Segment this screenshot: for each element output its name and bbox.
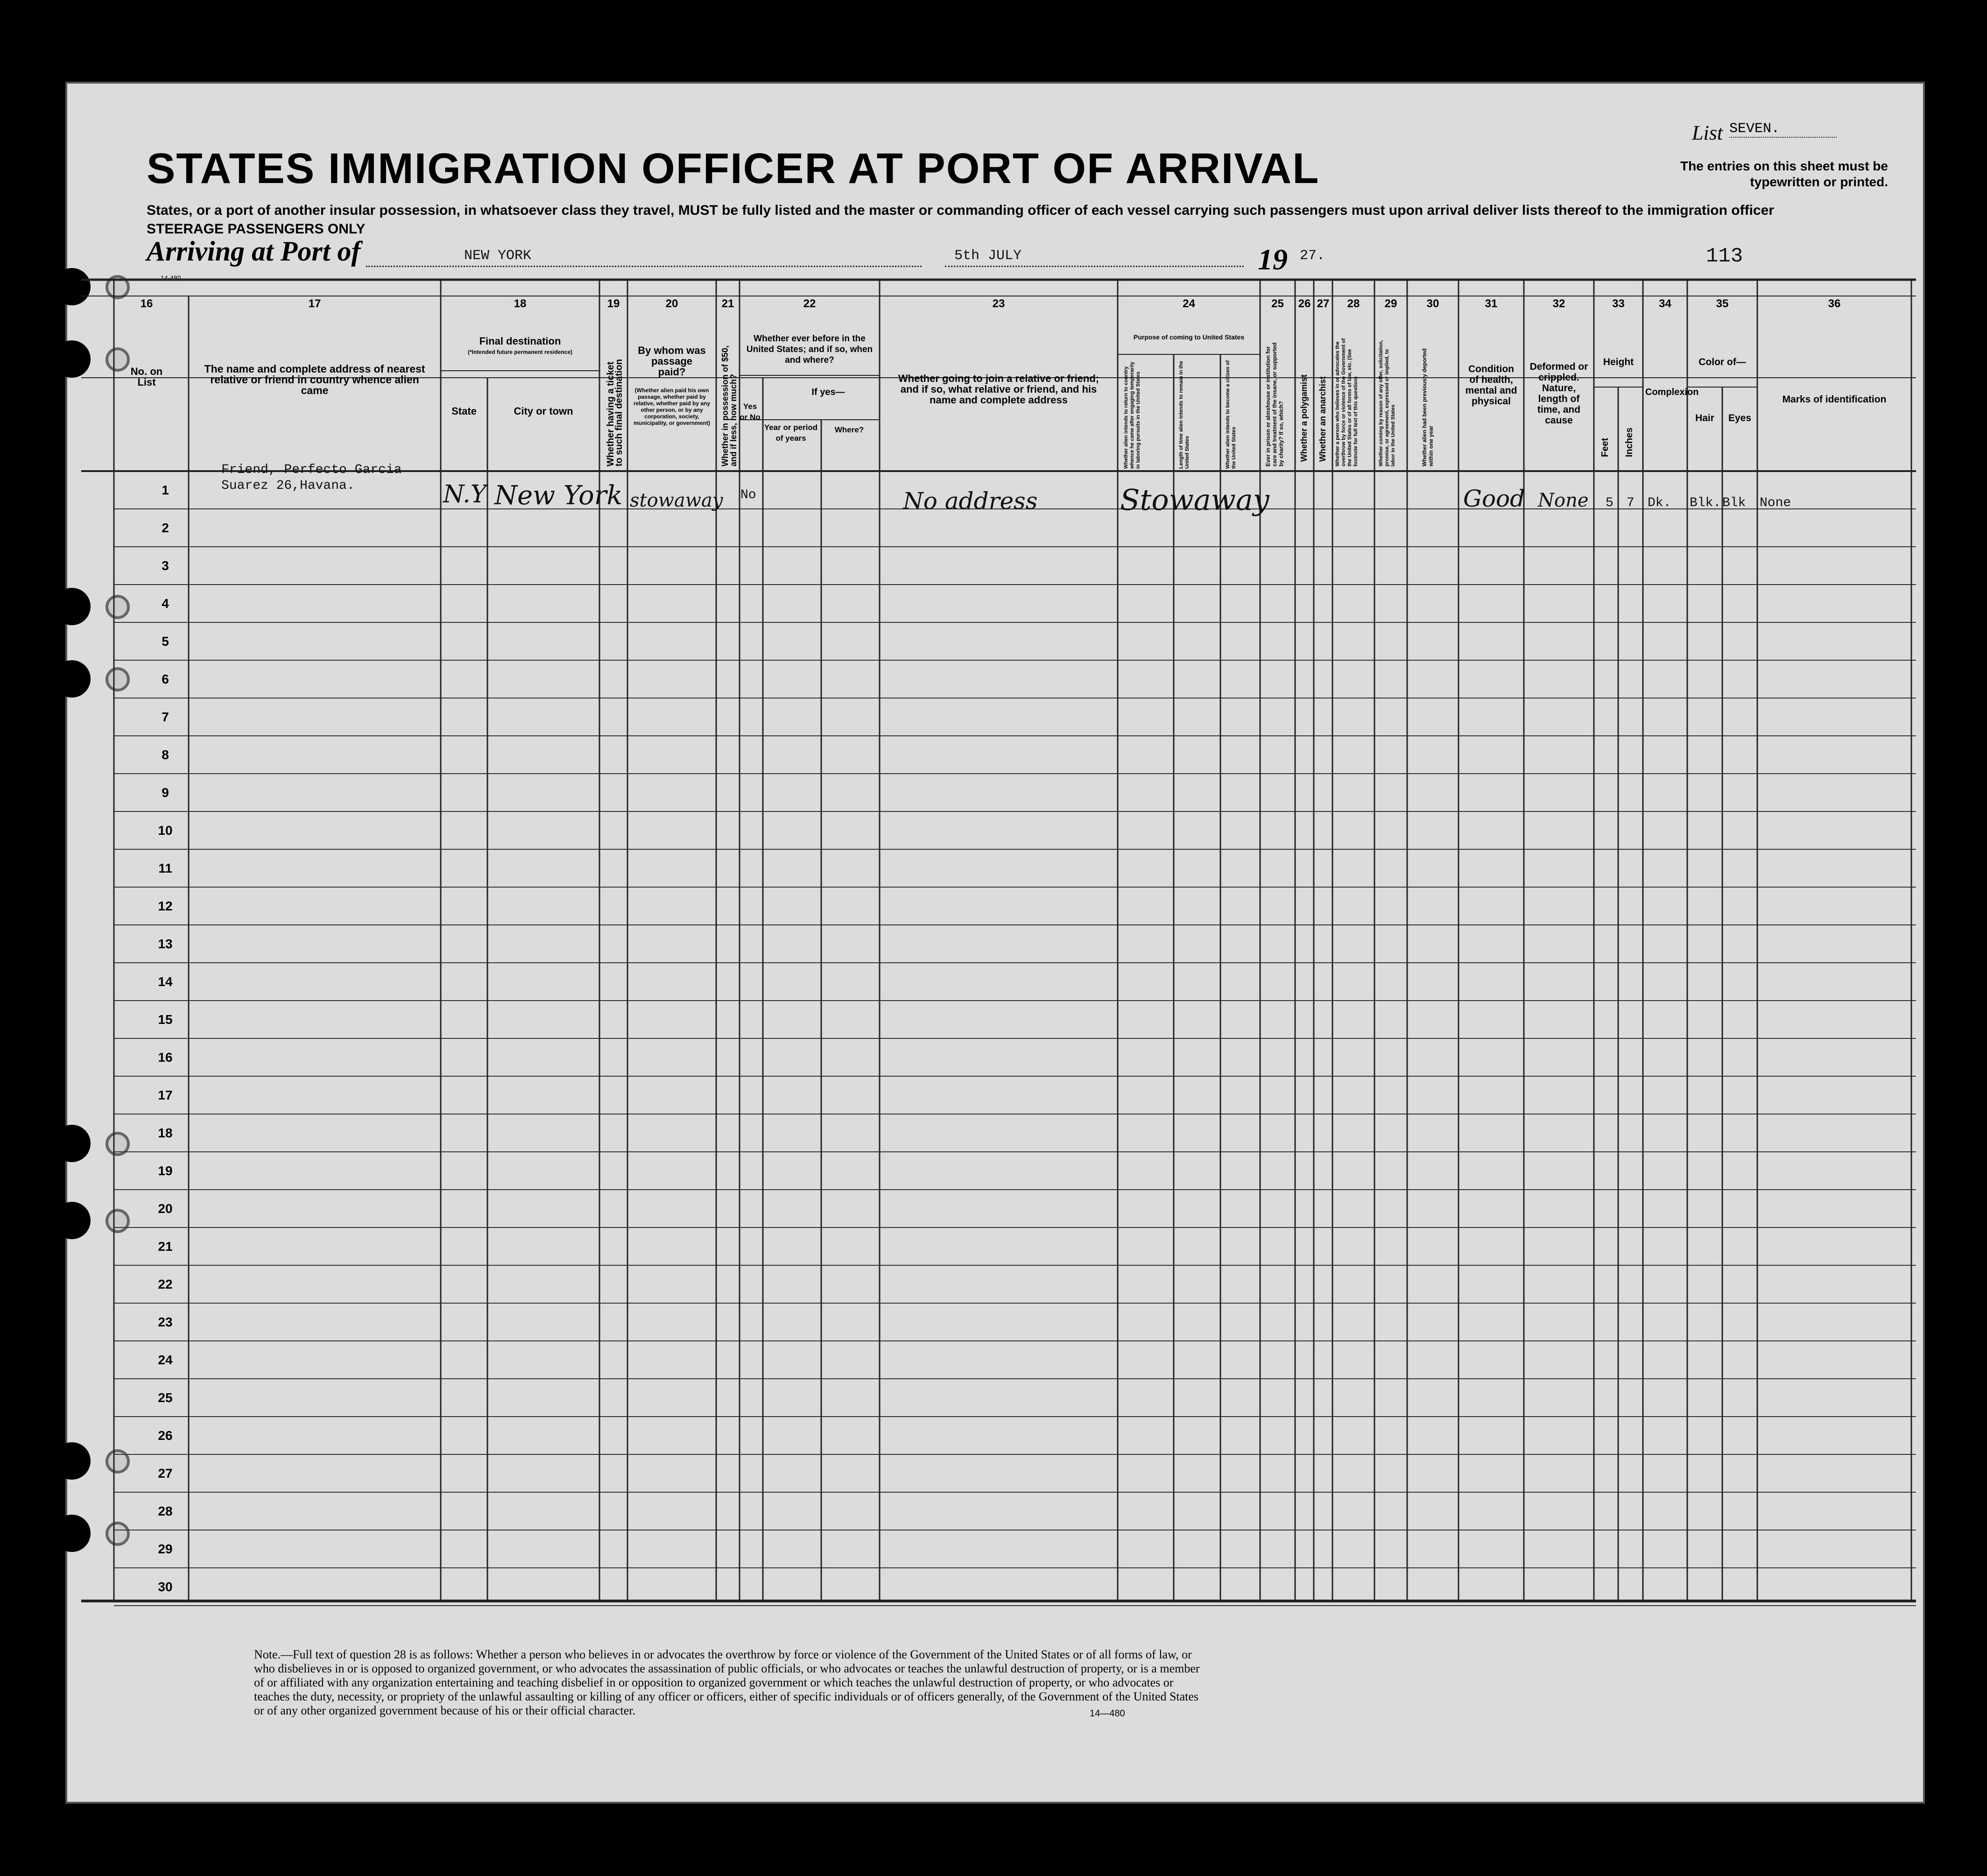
destination-state: N.Y [443,480,487,508]
complexion: Dk. [1648,496,1671,510]
row-number: 27 [158,1466,173,1481]
passage-paid-by: stowaway [630,490,723,511]
col18-city: City or town [514,405,573,417]
col33-inches: Inches [1624,427,1635,457]
row-number: 23 [158,1315,173,1329]
col-num-17: 17 [308,297,321,310]
col28-header: Whether a person who believes in or advocates the overthrow by force or violence of the Government of the United States or of all forms of law, etc. (See footnote for full text of this question) [1335,338,1359,466]
row-number: 17 [158,1088,173,1102]
row-number: 15 [158,1012,173,1027]
col-num-27: 27 [1317,297,1330,310]
row-number: 25 [158,1390,173,1405]
col20-header: By whom was passage paid? [638,345,706,378]
hair-color: Blk. [1690,496,1721,510]
row-number: 13 [158,937,173,951]
row-number: 10 [158,823,173,838]
col-num-30: 30 [1426,297,1439,310]
col-num-22: 22 [803,297,816,310]
row-number: 28 [158,1504,173,1518]
col-num-23: 23 [992,297,1005,310]
col22-ifyes: If yes— [811,387,845,397]
row-number: 3 [162,558,169,573]
col-num-19: 19 [607,297,620,310]
col34-header: Complexion [1645,387,1699,397]
deformed-crippled: None [1538,490,1589,511]
col26-header: Whether a polygamist [1299,374,1309,462]
col35-eyes: Eyes [1728,413,1752,423]
col19-header: Whether having a ticket to such final destination [606,359,624,466]
col22-yesno: Yes or No [740,402,761,422]
col22-period: Year or period of years [764,423,818,443]
col18-subheader: (*Intended future permanent residence) [467,349,573,355]
manifest-grid [67,84,1923,1802]
col20-subheader: (Whether alien paid his own passage, whether paid by relative, whether paid by any other person, or by any corporation, society, municipality, or government) [633,387,711,426]
row-number: 18 [158,1126,173,1140]
col-num-32: 32 [1552,297,1565,310]
identification-marks: None [1760,496,1791,510]
port-value: NEW YORK [464,248,532,264]
row-number: 8 [162,748,169,762]
col-num-24: 24 [1183,297,1195,310]
col-num-36: 36 [1828,297,1841,310]
row-number: 29 [158,1542,173,1556]
row-number: 19 [158,1164,173,1178]
row-number: 2 [162,521,169,535]
form-code-top: 14-480 [161,274,181,282]
arriving-port-label: Arriving at Port of [147,236,361,267]
year-suffix: 27. [1300,248,1325,264]
destination-city: New York [494,480,623,511]
col21-header: Whether in possession of $50, and if less, how much? [720,345,738,466]
col-num-33: 33 [1612,297,1625,310]
joining-relative: No address [903,487,1038,515]
col24-length: Length of time alien intends to remain in the United States [1178,360,1190,469]
row-number: 20 [158,1201,173,1216]
col22-header: Whether ever before in the United States; and if so, when and where? [746,334,873,365]
row-number: 24 [158,1353,173,1367]
height-feet: 5 [1606,496,1614,510]
col24-return: Whether alien intends to return to country whence he came after engaging temporarily in laboring pursuits in the United States [1123,361,1141,469]
col32-header: Deformed or crippled. Nature, length of time, and cause [1529,361,1588,426]
col-num-29: 29 [1384,297,1397,310]
col-num-20: 20 [665,297,678,310]
col18-header: Final destination [479,335,561,347]
col29-header: Whether coming by reason of any offer, solicitation, promise, or agreement, expressed or implied, to labor in the United States [1378,340,1396,466]
row-number: 7 [162,710,169,724]
footnote-question-28: Note.—Full text of question 28 is as follows: Whether a person who believes in or advocates the overthrow by force or violence of the Government of the United States or of all forms of law, or who disbelieves in or is opposed to organized government, or who advocates the assassination of public officials, or who advocates or teaches the unlawful destruction of property, or is a member of or affiliated with any organization entertaining and teaching disbelief in or opposition to organized government or which teaches the unlawful destruction of property, or who advocates or teaches the duty, necessity, or propriety of the unlawful assaulting or killing of any officer or officers, either of specific individuals or of officers generally, of the Government of the United States or of any other organized government because of his or their official character. [254,1648,1200,1717]
col24-citizen: Whether alien intends to become a citizen of the United States [1225,360,1237,469]
col24-header: Purpose of coming to United States [1133,333,1245,341]
row-number: 6 [162,672,169,686]
row-number: 9 [162,785,169,800]
relative-address-line1: Friend, Perfecto Garcia [221,463,402,477]
page-title: STATES IMMIGRATION OFFICER AT PORT OF ARRIVAL [147,145,1320,192]
form-code-bottom: 14—480 [1090,1708,1125,1719]
year-prefix: 19 [1258,243,1288,276]
typewritten-note: The entries on this sheet must be typewritten or printed. [1680,159,1888,189]
col-num-25: 25 [1271,297,1284,310]
row-number: 30 [158,1580,173,1594]
passenger-class-label: STEERAGE PASSENGERS ONLY [147,221,366,237]
list-number: SEVEN. [1729,121,1837,138]
relative-address-line2: Suarez 26,Havana. [221,479,355,493]
col-num-35: 35 [1716,297,1729,310]
height-inches: 7 [1627,496,1635,510]
row-number: 14 [158,974,173,989]
instructions-text: States, or a port of another insular possession, in whatsoever class they travel, MUST be fully listed and the master or commanding officer of each vessel carrying such passengers must upon arrival deliver lists thereof to the immigration officer [147,203,1774,218]
health-condition: Good [1463,485,1525,512]
col-num-34: 34 [1659,297,1671,310]
col22-where: Where? [834,425,864,434]
col-num-31: 31 [1485,297,1498,310]
date-value: 5th JULY [954,248,1022,264]
list-label: List [1692,121,1723,144]
col17-header: The name and complete address of nearest relative or friend in country whence alien came [204,363,425,396]
row-number: 16 [158,1050,173,1065]
row-number: 26 [158,1428,173,1443]
col27-header: Whether an anarchist [1318,376,1327,462]
col25-header: Ever in prison or almshouse or institution for care and treatment of the insane, or supported by charity? If so, which? [1265,342,1284,466]
row-number: 4 [162,596,169,611]
row-number: 12 [158,899,173,913]
col-num-21: 21 [721,297,734,310]
col35-hair: Hair [1695,413,1714,423]
eye-color: Blk [1722,496,1746,510]
row-number: 21 [158,1239,173,1254]
row-number: 1 [162,483,169,497]
col33-header: Height [1603,357,1634,367]
col-num-26: 26 [1298,297,1311,310]
col30-header: Whether alien had been previously deported within one year [1421,348,1434,466]
col18-state: State [451,405,477,417]
col-num-16: 16 [140,297,153,310]
page-number: 113 [1706,245,1743,268]
col33-feet: Feet [1600,437,1610,457]
col31-header: Condition of health, mental and physical [1465,364,1517,407]
col-num-18: 18 [514,297,527,310]
row-number: 5 [162,634,169,649]
manifest-sheet [65,82,1925,1804]
col16-header: No. on List [130,366,163,388]
col35-header: Color of— [1698,357,1746,367]
col-num-28: 28 [1347,297,1360,310]
row-number: 22 [158,1277,173,1291]
row-number: 11 [158,861,172,875]
purpose-of-coming: Stowaway [1120,483,1269,517]
col36-header: Marks of identification [1782,394,1887,405]
col23-header: Whether going to join a relative or friend; and if so, what relative or friend, and his name and complete address [898,373,1099,406]
before-in-us: No [740,488,756,502]
